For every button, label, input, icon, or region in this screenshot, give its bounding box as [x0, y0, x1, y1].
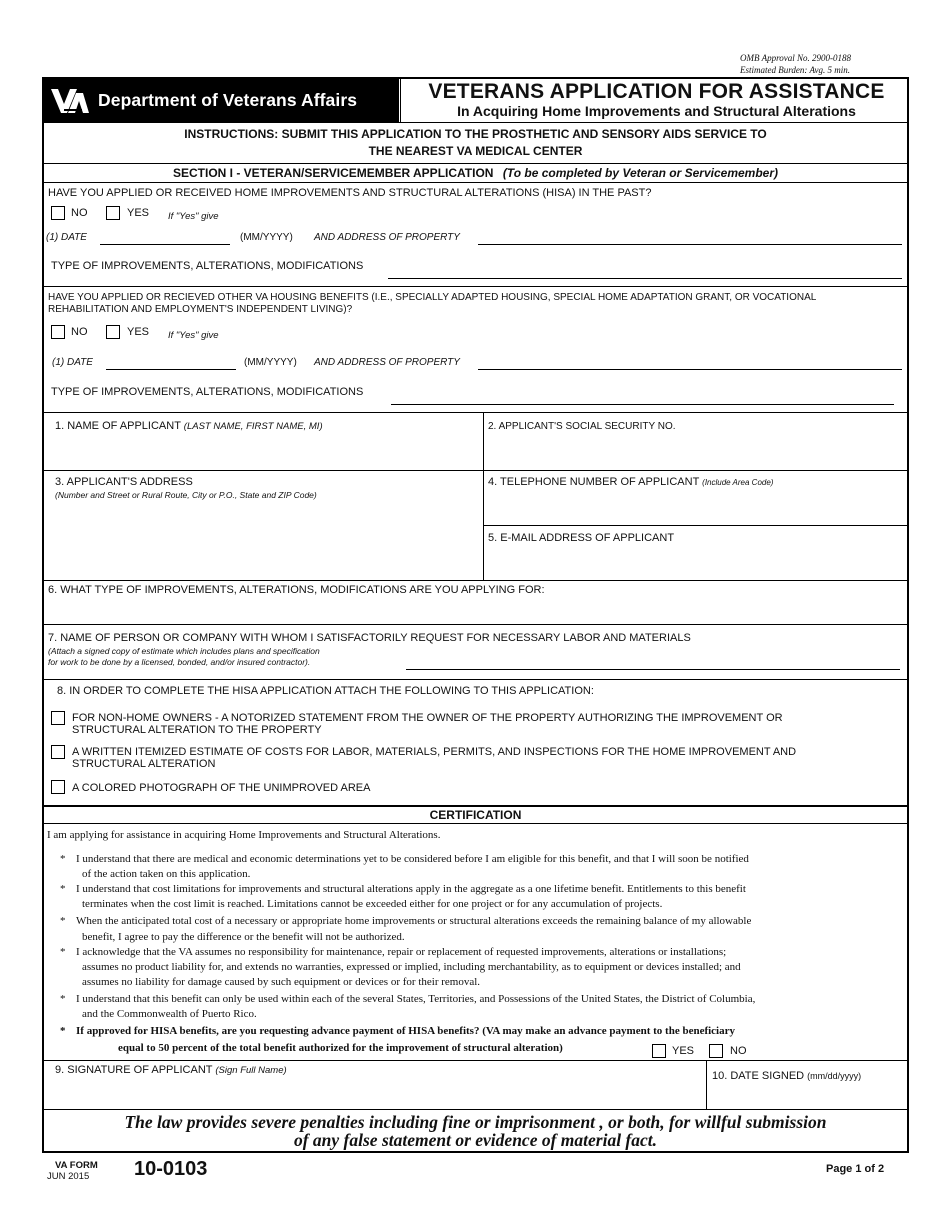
housing-no-checkbox[interactable] [51, 325, 65, 339]
non-home-owner-checkbox[interactable] [51, 711, 65, 725]
advance-payment-yes-checkbox[interactable] [652, 1044, 666, 1058]
va-logo-banner [44, 79, 399, 122]
f8-option-3: A COLORED PHOTOGRAPH OF THE UNIMPROVED AREA [72, 782, 371, 794]
form-title: VETERANS APPLICATION FOR ASSISTANCE [428, 80, 885, 103]
field-3-note: (Number and Street or Rural Route, City or P.O., State and ZIP Code) [55, 490, 317, 500]
cert-bullet-2-line-1: I understand that cost limitations for improvements and structural alterations apply in the aggregate as a one lifetime benefit. Entitlements to this benefit [76, 883, 746, 895]
penalty-notice [44, 1113, 907, 1149]
field-7-note-line-1: (Attach a signed copy of estimate which includes plans and specification [48, 646, 320, 656]
hisa-no-checkbox[interactable] [51, 206, 65, 220]
divider [44, 823, 907, 824]
applicant-name-field[interactable] [50, 435, 480, 467]
field-9-label [55, 1064, 287, 1077]
f8-option-2-line-1: A WRITTEN ITEMIZED ESTIMATE OF COSTS FOR LABOR, MATERIALS, PERMITS, AND INSPECTIONS FOR THE HOME IMPROVEMENT AND [72, 746, 797, 758]
hisa-mmyyyy: (MM/YYYY) [240, 232, 293, 243]
bullet-star: * [60, 883, 66, 895]
f8-option-1-line-2: STRUCTURAL ALTERATION TO THE PROPERTY [72, 724, 322, 736]
field-10-title: 10. DATE SIGNED [712, 1070, 805, 1082]
department-name: Department of Veterans Affairs [98, 90, 358, 110]
divider [44, 624, 907, 625]
divider [44, 679, 907, 680]
f8-option-1 [72, 712, 783, 736]
applicant-address-field[interactable] [50, 503, 480, 575]
email-field[interactable] [488, 547, 903, 577]
cert-bullet-3-line-1: When the anticipated total cost of a necessary or appropriate home improvements or structural alterations exceeds the remaining balance of my allowable [76, 915, 752, 927]
bullet-star: * [60, 1025, 66, 1037]
bullet-star: * [60, 993, 66, 1005]
divider [44, 182, 907, 183]
divider [44, 470, 907, 471]
divider [44, 286, 907, 287]
ssn-field[interactable] [488, 435, 903, 467]
hisa-yes-checkbox[interactable] [106, 206, 120, 220]
field-7-label: 7. NAME OF PERSON OR COMPANY WITH WHOM I SATISFACTORILY REQUEST FOR NECESSARY LABOR AND MATERIALS [48, 632, 691, 644]
instructions-line-2: THE NEAREST VA MEDICAL CENTER [368, 144, 583, 158]
housing-yes-checkbox[interactable] [106, 325, 120, 339]
housing-no-label: NO [71, 326, 88, 338]
field-7-note-line-2: for work to be done by a licensed, bonded, and/or insured contractor). [48, 657, 311, 667]
divider [400, 79, 401, 122]
housing-address-label: AND ADDRESS OF PROPERTY [314, 357, 460, 368]
bullet-star: * [60, 853, 66, 865]
contractor-name-field[interactable] [406, 669, 900, 670]
footer-va-form [47, 1160, 98, 1182]
footer-va-form-label: VA FORM [55, 1160, 98, 1171]
field-10-label [712, 1070, 861, 1083]
omb-line-1: OMB Approval No. 2900-0188 [740, 53, 851, 63]
advance-payment-no-checkbox[interactable] [709, 1044, 723, 1058]
penalty-line-2: of any false statement or evidence of material fact. [293, 1130, 658, 1150]
form-title-block [404, 80, 909, 119]
instructions [44, 126, 907, 160]
divider [44, 805, 907, 807]
application-form [42, 77, 909, 1153]
hisa-question: HAVE YOU APPLIED OR RECEIVED HOME IMPROVEMENTS AND STRUCTURAL ALTERATIONS (HISA) IN THE PAST? [48, 187, 652, 199]
divider [484, 525, 907, 526]
field-9-title: 9. SIGNATURE OF APPLICANT [55, 1064, 213, 1076]
section-1-note: (To be completed by Veteran or Servicemember) [502, 166, 779, 180]
bullet-star: * [60, 946, 66, 958]
f8-option-1-line-1: FOR NON-HOME OWNERS - A NOTORIZED STATEMENT FROM THE OWNER OF THE PROPERTY AUTHORIZING THE IMPROVEMENT OR [72, 712, 783, 724]
certification-heading: CERTIFICATION [429, 808, 522, 822]
estimate-checkbox[interactable] [51, 745, 65, 759]
signature-field[interactable] [50, 1079, 700, 1105]
housing-date-field[interactable] [106, 369, 236, 370]
housing-mmyyyy: (MM/YYYY) [244, 357, 297, 368]
certification-intro: I am applying for assistance in acquiring Home Improvements and Structural Alterations. [47, 829, 441, 841]
divider [483, 412, 484, 580]
hisa-if-yes: If "Yes" give [168, 211, 219, 222]
divider [44, 122, 907, 123]
cert-bullet-2-line-2: terminates when the cost limit is reached. Limitations cannot be exceeded either for one project or for any accumulation of projects. [82, 898, 663, 910]
field-5-label: 5. E-MAIL ADDRESS OF APPLICANT [488, 532, 675, 544]
hisa-type-field[interactable] [388, 278, 902, 279]
omb-line-2: Estimated Burden: Avg. 5 min. [740, 65, 850, 75]
cert-bullet-4-line-2: assumes no product liability for, and extends no warranties, expressed or implied, including merchantability, as to equipment or devices installed; and [82, 961, 741, 973]
field-2-label: 2. APPLICANT'S SOCIAL SECURITY NO. [488, 421, 676, 432]
housing-address-field[interactable] [478, 369, 902, 370]
improvement-type-field[interactable] [48, 599, 903, 621]
cert-bullet-6-line-2: equal to 50 percent of the total benefit authorized for the improvement of structural alteration) [118, 1042, 563, 1054]
bullet-star: * [60, 915, 66, 927]
field-7-note [48, 646, 320, 668]
cert-bullet-5-line-2: and the Commonwealth of Puerto Rico. [82, 1008, 257, 1020]
divider [44, 1060, 907, 1061]
telephone-field[interactable] [488, 491, 903, 521]
section-1-heading [44, 166, 907, 180]
divider [706, 1060, 707, 1109]
hisa-type-label: TYPE OF IMPROVEMENTS, ALTERATIONS, MODIFICATIONS [51, 260, 364, 272]
cert-bullet-3-line-2: benefit, I agree to pay the difference or the benefit will not be authorized. [82, 931, 405, 943]
field-9-note: (Sign Full Name) [215, 1065, 287, 1076]
advance-payment-yes-label: YES [672, 1045, 695, 1057]
field-1-note: (LAST NAME, FIRST NAME, MI) [183, 421, 323, 432]
housing-question-line-1: HAVE YOU APPLIED OR RECIEVED OTHER VA HOUSING BENEFITS (I.E., SPECIALLY ADAPTED HOUSING, SPECIAL HOME ADAPTATION GRANT, OR VOCATIONAL [48, 292, 817, 303]
housing-if-yes: If "Yes" give [168, 330, 219, 341]
divider [44, 580, 907, 581]
cert-bullet-1-line-2: of the action taken on this application. [82, 868, 251, 880]
form-subtitle: In Acquiring Home Improvements and Structural Alterations [457, 103, 856, 119]
advance-payment-no-label: NO [730, 1045, 747, 1057]
photograph-checkbox[interactable] [51, 780, 65, 794]
cert-bullet-4-line-1: I acknowledge that the VA assumes no responsibility for maintenance, repair or replacement of requested improvements, alterations or installations; [76, 946, 727, 958]
hisa-no-label: NO [71, 207, 88, 219]
hisa-date-field[interactable] [100, 244, 230, 245]
cert-bullet-5-line-1: I understand that this benefit can only be used within each of the several States, Territories, and Possessions of the United States, the District of Columbia, [76, 993, 756, 1005]
housing-question [48, 292, 816, 316]
footer-form-date: JUN 2015 [47, 1171, 90, 1182]
cert-bullet-6-line-1: If approved for HISA benefits, are you requesting advance payment of HISA benefits? (VA may make an advance payment to the beneficiary [76, 1025, 735, 1037]
va-logo-icon [50, 86, 90, 116]
divider [44, 1109, 907, 1110]
cert-bullet-1-line-1: I understand that there are medical and economic determinations yet to be considered before I am eligible for this benefit, and that I will soon be notified [76, 853, 749, 865]
housing-type-label: TYPE OF IMPROVEMENTS, ALTERATIONS, MODIFICATIONS [51, 386, 364, 398]
housing-type-field[interactable] [391, 404, 894, 405]
housing-date-label: (1) DATE [52, 357, 93, 368]
hisa-yes-label: YES [127, 207, 150, 219]
field-8-label: 8. IN ORDER TO COMPLETE THE HISA APPLICATION ATTACH THE FOLLOWING TO THIS APPLICATION: [57, 685, 594, 697]
field-4-title: 4. TELEPHONE NUMBER OF APPLICANT [488, 476, 700, 488]
housing-question-line-2: REHABILITATION AND EMPLOYMENT'S INDEPENDENT LIVING)? [48, 304, 353, 315]
footer-form-number: 10-0103 [134, 1158, 208, 1180]
divider [44, 163, 907, 164]
hisa-date-label: (1) DATE [46, 232, 87, 243]
date-signed-field[interactable] [712, 1085, 902, 1105]
f8-option-2-line-2: STRUCTURAL ALTERATION [72, 758, 216, 770]
hisa-address-label: AND ADDRESS OF PROPERTY [314, 232, 460, 243]
field-4-note: (Include Area Code) [702, 478, 774, 487]
divider [44, 412, 907, 413]
f8-option-2 [72, 746, 796, 770]
section-1-title: SECTION I - VETERAN/SERVICEMEMBER APPLICATION [172, 166, 494, 180]
field-3-label: 3. APPLICANT'S ADDRESS [55, 476, 193, 488]
field-10-note: (mm/dd/yyyy) [807, 1071, 862, 1081]
field-4-label [488, 476, 773, 489]
footer-page-number: Page 1 of 2 [826, 1163, 885, 1175]
field-1-title: 1. NAME OF APPLICANT [55, 420, 181, 432]
hisa-address-field[interactable] [478, 244, 902, 245]
housing-yes-label: YES [127, 326, 150, 338]
instructions-line-1: INSTRUCTIONS: SUBMIT THIS APPLICATION TO THE PROSTHETIC AND SENSORY AIDS SERVICE TO [184, 127, 767, 141]
field-6-label: 6. WHAT TYPE OF IMPROVEMENTS, ALTERATIONS, MODIFICATIONS ARE YOU APPLYING FOR: [48, 584, 545, 596]
cert-bullet-4-line-3: assumes no liability for damage caused by such equipment or devices or for their removal. [82, 976, 481, 988]
omb-approval [740, 52, 851, 76]
penalty-line-1: The law provides severe penalties including fine or imprisonment , or both, for willful submission [124, 1112, 827, 1132]
field-1-label [55, 420, 323, 433]
